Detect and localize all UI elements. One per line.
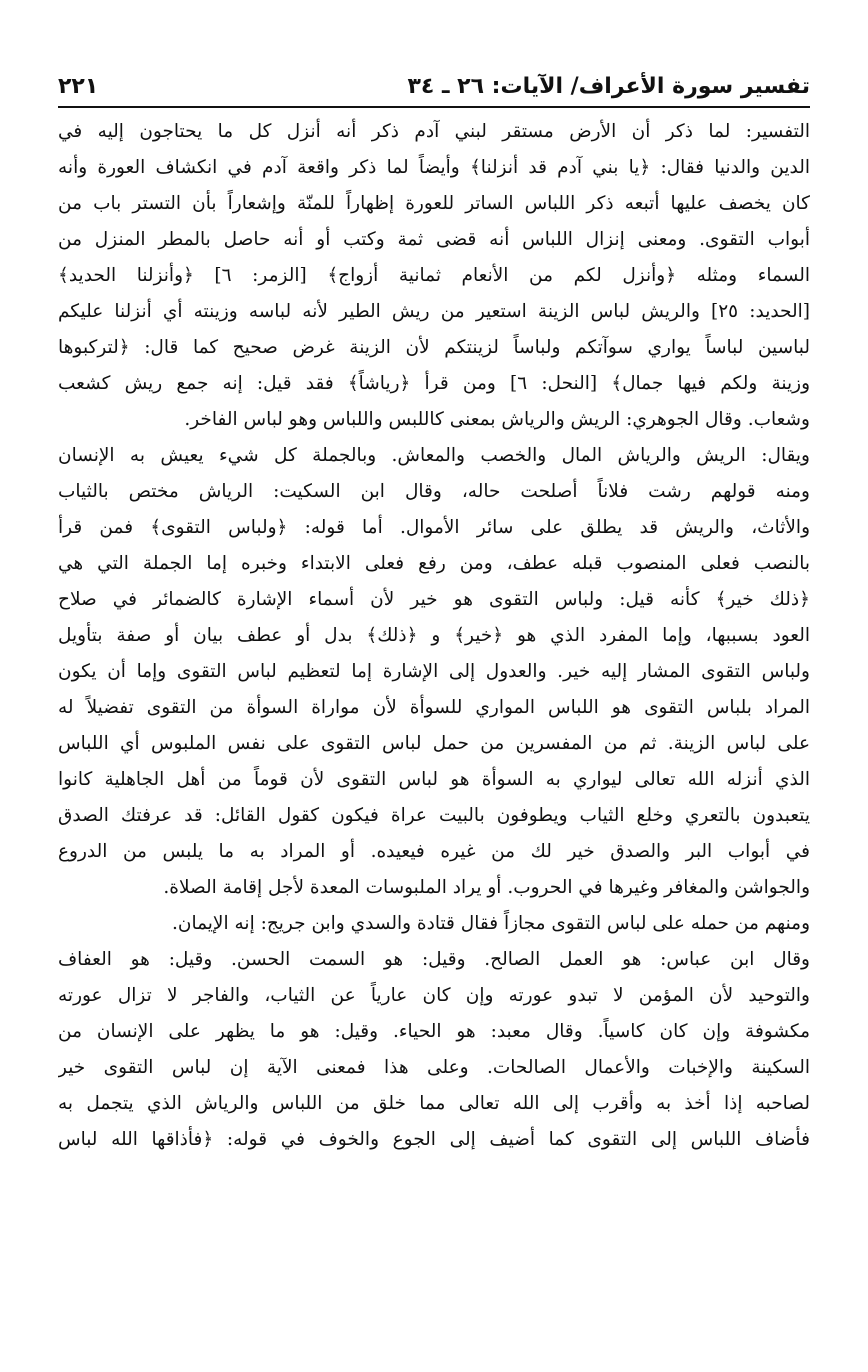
text-line: ومنهم من حمله على لباس التقوى مجازاً فقال قتادة والسدي وابن جريج: إنه الإيمان.	[171, 913, 810, 934]
text-line: ويقال: الريش والرياش المال والخصب والمعاش. وبالجملة كل شيء يعيش به الإنسان	[58, 445, 810, 466]
text-line: ﴿ذلك خير﴾ كأنه قيل: ولباس التقوى هو خير لأن أسماء الإشارة كالضمائر في صلاح	[58, 589, 810, 610]
text-line: وشعاب. وقال الجوهري: الريش والرياش بمعنى كاللبس واللباس وهو لباس الفاخر.	[184, 409, 810, 430]
text-line: والأثاث، والريش قد يطلق على سائر الأموال. أما قوله: ﴿ولباس التقوى﴾ فمن قرأ	[58, 517, 810, 538]
text-line: الذي أنزله الله تعالى ليواري به السوأة هو لباس التقوى لأن قوماً من أهل الجاهلية كانوا	[58, 769, 810, 790]
text-line: لصاحبه إذا أخذ به وأقرب إلى الله تعالى مما خلق من اللباس والرياش الذي يتجمل به	[58, 1093, 810, 1114]
commentary-text	[58, 114, 810, 1158]
text-line: لباسين لباساً يواري سوآتكم ولباساً لزينتكم لأن الزينة غرض صحيح كما قال: ﴿لتركبوها	[58, 337, 810, 358]
text-line: فأضاف اللباس إلى التقوى كما أضيف إلى الجوع والخوف في قوله: ﴿فأذاقها الله لباس	[58, 1129, 810, 1150]
text-line: وزينة ولكم فيها جمال﴾ [النحل: ٦] ومن قرأ ﴿رياشاً﴾ فقد قيل: إنه جمع ريش كشعب	[58, 373, 810, 394]
text-line: ولباس التقوى المشار إليه خير. والعدول إلى الإشارة إما لتعظيم لباس التقوى وإما أن يكون	[58, 661, 810, 682]
text-line: كان يخصف عليها أتبعه ذكر اللباس الساتر للعورة إظهاراً للمنّة وإشعاراً بأن التستر باب من	[58, 193, 810, 214]
text-line: مكشوفة وإن كان كاسياً. وقال معبد: هو الحياء. وقيل: هو ما يظهر على الإنسان من	[58, 1021, 810, 1042]
text-line: ومنه قولهم رشت فلاناً أصلحت حاله، وقال ابن السكيت: الرياش مختص بالثياب	[58, 481, 810, 502]
text-line: في أبواب البر والصدق خير لك من غيره فيعيده. أو المراد به ما يلبس من الدروع	[58, 841, 810, 862]
text-line: المراد بلباس التقوى هو اللباس المواري للسوأة لأن مواراة السوأة من التقوى تفضيلاً له	[58, 697, 810, 718]
text-line: الدين والدنيا فقال: ﴿يا بني آدم قد أنزلنا﴾ وأيضاً لما ذكر واقعة آدم في انكشاف العورة وأنه	[58, 157, 810, 178]
text-line: والتوحيد لأن المؤمن لا تبدو عورته وإن كان عارياً عن الثياب، والفاجر لا تزال عورته	[58, 985, 810, 1006]
text-line: [الحديد: ٢٥] والريش لباس الزينة استعير من ريش الطير لأنه لباسه وزينته أي أنزلنا عليكم	[58, 301, 810, 322]
text-line: العود بسببها، وإما المفرد الذي هو ﴿خير﴾ و ﴿ذلك﴾ بدل أو عطف بيان أو صفة بتأويل	[58, 625, 810, 646]
text-line: يتعبدون بالتعري وخلع الثياب ويطوفون بالبيت عراة فيكون كقول القائل: قد عرفتك الصدق	[58, 805, 810, 826]
text-line: بالنصب فعلى المنصوب قبله عطف، ومن رفع فعلى الابتداء وخبره إما الجملة التي هي	[58, 553, 810, 574]
text-line: وقال ابن عباس: هو العمل الصالح. وقيل: هو السمت الحسن. وقيل: هو العفاف	[58, 949, 810, 970]
page-number: ٢٢١	[58, 74, 99, 99]
text-line: على لباس الزينة. ثم من المفسرين من حمل لباس التقوى على نفس الملبوس أي اللباس	[58, 733, 810, 754]
header-rule	[58, 106, 810, 108]
text-line: السكينة والإخبات والأعمال الصالحات. وعلى هذا فمعنى الآية إن لباس التقوى خير	[58, 1057, 810, 1078]
text-line: التفسير: لما ذكر أن الأرض مستقر لبني آدم ذكر أنه أنزل كل ما يحتاجون إليه في	[58, 121, 810, 142]
text-line: أبواب التقوى. ومعنى إنزال اللباس أنه قضى ثمة وكتب أو أنه حاصل بالمطر المنزل من	[58, 229, 810, 250]
page-header	[58, 58, 810, 102]
running-title: تفسير سورة الأعراف/ الآيات: ٢٦ ـ ٣٤	[407, 74, 810, 99]
text-line: والجواشن والمغافر وغيرها في الحروب. أو يراد الملبوسات المعدة لأجل إقامة الصلاة.	[163, 877, 810, 898]
text-line: السماء ومثله ﴿وأنزل لكم من الأنعام ثمانية أزواج﴾ [الزمر: ٦] ﴿وأنزلنا الحديد﴾	[58, 265, 810, 286]
book-page	[58, 58, 810, 1318]
